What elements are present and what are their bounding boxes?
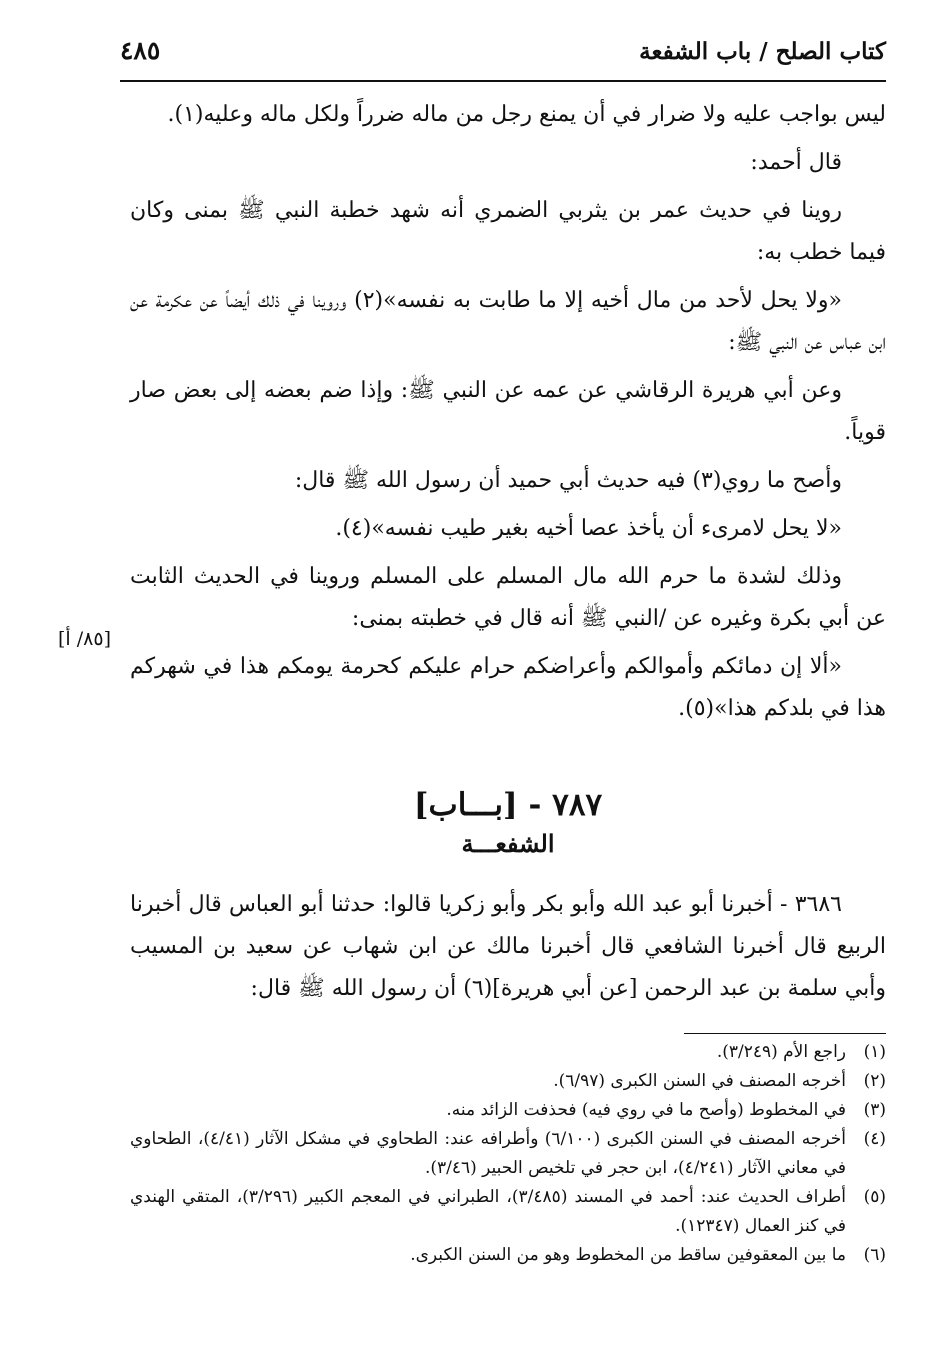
paragraph-asahh-ma-ruwiya: وأصح ما روي(٣) فيه حديث أبي حميد أن رسول الله ﷺ قال: [294,468,842,493]
footnote-number: (١) [863,1042,886,1062]
paragraph-abu-bakra: وذلك لشدة ما حرم الله مال المسلم على المسلم وروينا في الحديث الثابت عن أبي بكرة وغيره عن /النبي ﷺ أنه قال في خطبته بمنى: [130,564,886,631]
chapter-heading-block [130,784,886,862]
footnote-item [130,1096,886,1125]
footnote-number: (٣) [863,1100,886,1120]
paragraph-continuation: ليس بواجب عليه ولا ضرار في أن يمنع رجل من ماله ضرراً ولكل ماله وعليه(١). [167,102,886,127]
footnote-number: (٤) [863,1129,886,1149]
footnote-number: (٥) [863,1187,886,1207]
footnote-item [130,1067,886,1096]
header-rule [120,80,886,82]
margin-folio-note: [٨٥/ أ] [58,628,111,650]
footnote-text: أخرجه المصنف في السنن الكبرى (٦/١٠٠) وأطرافه عند: الطحاوي في مشكل الآثار (٤/٤١)، الطحاوي في معاني الآثار (٤/٢٤١)، ابن حجر في تلخيص الحبير (٣/٤٦). [130,1129,846,1178]
footnote-item [130,1183,886,1241]
chapter-heading: ٧٨٧ - [بـــاب] [413,787,603,823]
paragraph-la-yahillu: «لا يحل لامرىء أن يأخذ عصا أخيه بغير طيب نفسه»(٤). [335,516,842,541]
paragraph-qala-ahmad: قال أحمد: [750,150,842,175]
footnote-item [130,1241,886,1270]
paragraph-khutba-quote: «ألا إن دمائكم وأموالكم وأعراضكم حرام عليكم كحرمة يومكم هذا في شهركم هذا في بلدكم هذا»(٥). [130,654,886,721]
footnote-text: في المخطوط (وأصح ما في روي فيه) فحذفت الزائد منه. [446,1100,846,1120]
page-number: ٤٨٥ [120,36,161,65]
paragraph-hadith-quote: «ولا يحل لأحد من مال أخيه إلا ما طابت به نفسه»(٢) وروينا في ذلك أيضاً عن عكرمة عن ابن عباس عن النبي ﷺ: [130,288,886,355]
footnotes [130,1038,886,1270]
chapter-subheading: الشفعـــة [461,829,555,858]
footnote-text: راجع الأم (٣/٢٤٩). [716,1042,846,1062]
main-text [130,94,886,736]
paragraph-abu-hurayra-raqashi: وعن أبي هريرة الرقاشي عن عمه عن النبي ﷺ: وإذا ضم بعضه إلى بعض صار قوياً. [130,378,886,445]
paragraph-umar-ibn-yathribi: روينا في حديث عمر بن يثربي الضمري أنه شهد خطبة النبي ﷺ بمنى وكان فيما خطب به: [130,198,886,265]
running-header [120,36,886,76]
running-title: كتاب الصلح / باب الشفعة [639,38,886,65]
footnote-text: أخرجه المصنف في السنن الكبرى (٦/٩٧). [553,1071,846,1091]
footnote-rule [684,1033,886,1034]
hadith-3686: ٣٦٨٦ - أخبرنا أبو عبد الله وأبو بكر وأبو زكريا قالوا: حدثنا أبو العباس قال أخبرنا الربيع قال أخبرنا الشافعي قال أخبرنا مالك عن ابن شهاب عن سعيد بن المسيب وأبي سلمة بن عبد الرحمن [عن أبي هريرة](٦) أن رسول الله ﷺ قال: [130,892,886,1001]
footnote-text: ما بين المعقوفين ساقط من المخطوط وهو من السنن الكبرى. [410,1245,846,1265]
footnote-item [130,1038,886,1067]
footnote-item [130,1125,886,1183]
footnote-text: أطراف الحديث عند: أحمد في المسند (٣/٤٨٥)، الطبراني في المعجم الكبير (٣/٢٩٦)، المتقي الهندي في كنز العمال (١٢٣٤٧). [130,1187,847,1236]
footnote-number: (٢) [863,1071,886,1091]
footnote-number: (٦) [863,1245,886,1265]
